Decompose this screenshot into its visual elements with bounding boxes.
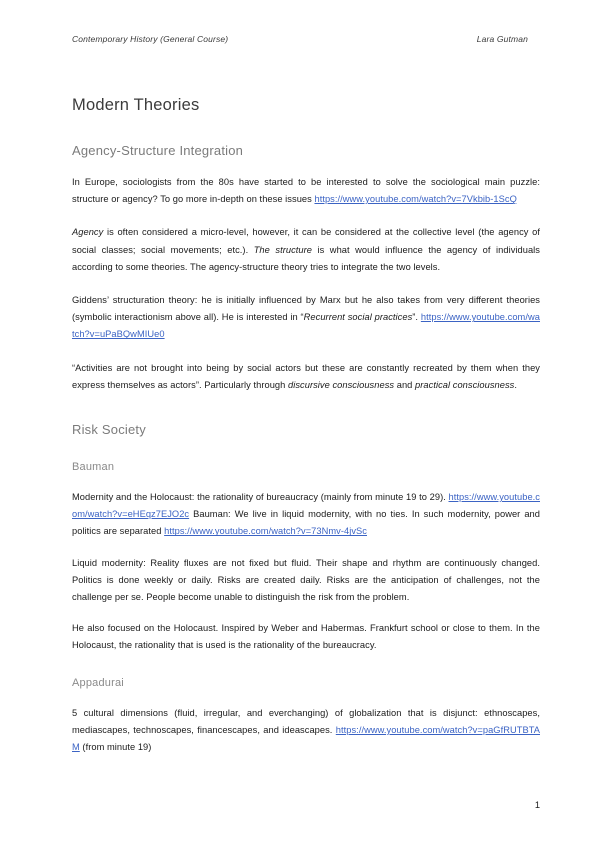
page-header xyxy=(72,34,540,44)
emphasis-the-structure: The structure xyxy=(253,244,312,255)
paragraph-text: Bauman: We live in liquid modernity, with no ties. In such modernity, power and politics are separated xyxy=(72,509,540,537)
subsection-heading-bauman: Bauman xyxy=(72,461,115,474)
emphasis-discursive-consciousness: discursive consciousness xyxy=(288,379,395,390)
emphasis-recurrent-social-practices: Recurrent social practices xyxy=(303,312,413,323)
paragraph-text: 5 cultural dimensions (fluid, irregular, and everchanging) of globalization that is disjunct: ethnoscapes, mediascapes, technoscapes, financescapes, and ideascapes. xyxy=(72,707,540,735)
paragraph-text: is often considered a micro-level, however, it can be considered at the collective level (the agency of social classes; social movements; etc.). xyxy=(72,227,540,255)
paragraph-agency-definition xyxy=(72,224,540,276)
header-course-title: Contemporary History (General Course) xyxy=(72,34,229,44)
paragraph-agency-intro xyxy=(72,174,540,208)
paragraph-text: In Europe, sociologists from the 80s have started to be interested to solve the sociological main puzzle: structure or agency? To go more in-depth on these issues xyxy=(72,177,540,205)
page-title: Modern Theories xyxy=(72,96,200,114)
paragraph-text: Giddens’ structuration theory: he is initially influenced by Marx but he also takes from very different theories (symbolic interactionism above all). He is interested in “ xyxy=(72,295,540,323)
paragraph-appadurai-cultural-dimensions xyxy=(72,705,540,757)
page-number: 1 xyxy=(534,800,540,810)
paragraph-text: ”. xyxy=(412,312,421,323)
youtube-link-appadurai[interactable]: https://www.youtube.com/watch?v=paGfRUTBTAM xyxy=(72,724,540,753)
paragraph-text: and xyxy=(394,379,416,390)
header-author-name: Lara Gutman xyxy=(476,34,528,44)
subsection-heading-appadurai: Appadurai xyxy=(72,676,124,689)
section-heading-risk-society: Risk Society xyxy=(72,422,146,438)
paragraph-giddens-structuration xyxy=(72,292,540,344)
paragraph-bauman-modernity-holocaust xyxy=(72,489,540,541)
paragraph-text: (from minute 19) xyxy=(79,742,152,753)
emphasis-practical-consciousness: practical consciousness xyxy=(415,379,515,390)
paragraph-text: Modernity and the Holocaust: the rationality of bureaucracy (mainly from minute 19 to 29). xyxy=(72,492,449,503)
paragraph-bauman-weber-habermas: He also focused on the Holocaust. Inspired by Weber and Habermas. Frankfurt school or close to them. In the Holocaust, the rationality that is used is the rationality of the bureaucracy. xyxy=(72,623,540,651)
youtube-link-bauman-liquid-modernity[interactable]: https://www.youtube.com/watch?v=73Nmv-4jvSc xyxy=(164,526,367,537)
emphasis-agency: Agency xyxy=(72,227,104,238)
paragraph-text: “Activities are not brought into being by social actors but these are constantly recreated by them when they express themselves as actors”. Particularly through xyxy=(72,362,540,390)
paragraph-activities-quote xyxy=(72,360,540,394)
section-heading-agency-structure-integration: Agency-Structure Integration xyxy=(72,143,244,158)
paragraph-text: . xyxy=(514,379,518,390)
youtube-link-agency-structure[interactable]: https://www.youtube.com/watch?v=7Vkbib-1ScQ xyxy=(314,194,517,205)
youtube-link-bauman-holocaust[interactable]: https://www.youtube.com/watch?v=eHEqz7EJO2c xyxy=(72,492,540,520)
paragraph-text: is what would influence the agency of individuals according to some theories. The agency-structure theory tries to integrate the two levels. xyxy=(72,244,540,272)
paragraph-liquid-modernity: Liquid modernity: Reality fluxes are not fixed but fluid. Their shape and rhythm are continuously changed. Politics is done weekly or daily. Risks are created daily. Risks are the anticipation of challenges, not the challenge per se. People become unable to distinguish the risk from the problem. xyxy=(72,557,540,603)
youtube-link-giddens[interactable]: https://www.youtube.com/watch?v=uPaBQwMIUe0 xyxy=(72,312,540,340)
